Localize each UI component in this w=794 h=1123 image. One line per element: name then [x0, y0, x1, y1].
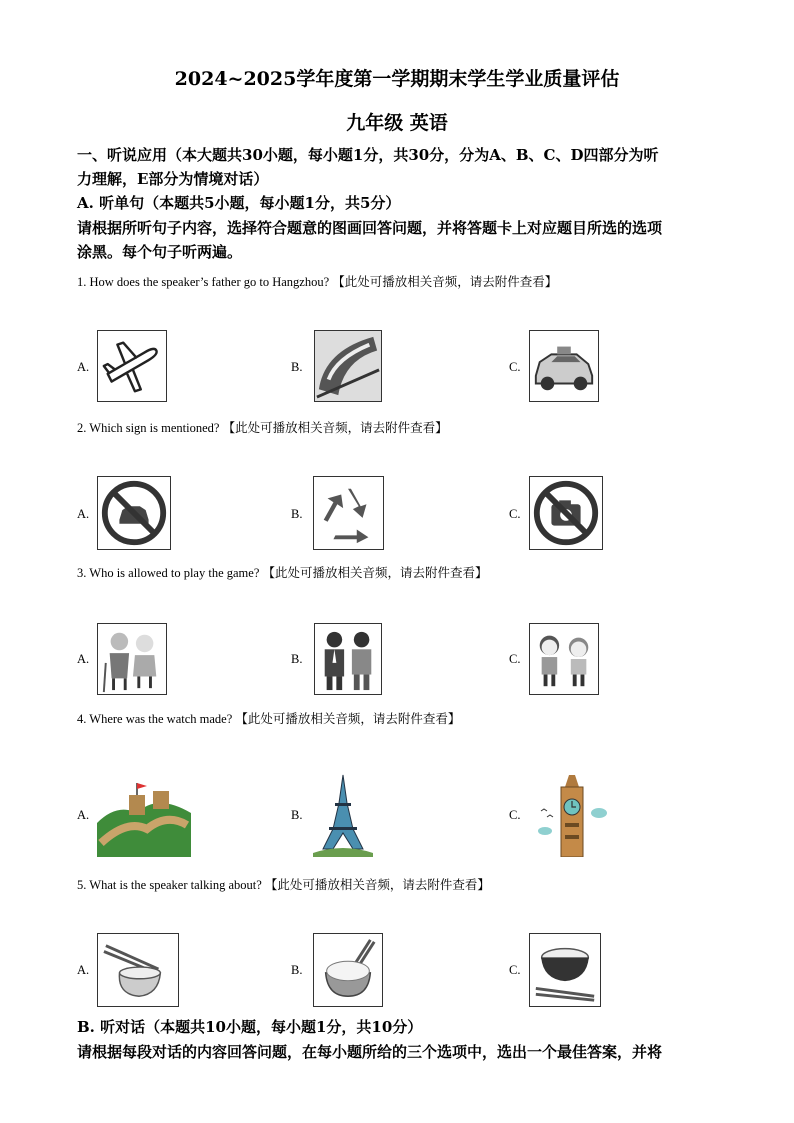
partB-instruction-line1: 请根据每段对话的内容回答问题，在每小题所给的三个选项中，选出一个最佳答案，并将	[77, 1043, 663, 1061]
q1-option-b-label: B.	[291, 360, 303, 374]
rice-bowl-chopsticks-beside-icon[interactable]	[529, 933, 601, 1007]
partA-instruction-line1: 请根据所听句子内容，选择符合题意的图画回答问题，并将答题卡上对应题目所选的选项	[77, 219, 663, 237]
q3-option-c-label: C.	[509, 652, 521, 666]
partA-instruction-line2: 涂黑。每个句子听两遍。	[77, 243, 243, 261]
recycle-sign-icon[interactable]	[313, 476, 384, 550]
q3-option-a-label: A.	[77, 652, 90, 666]
q4-option-b-label: B.	[291, 808, 303, 822]
high-speed-train-icon[interactable]	[314, 330, 382, 402]
big-ben-icon	[535, 773, 609, 857]
q4-option-a-label: A.	[77, 808, 90, 822]
question-3: 3. Who is allowed to play the game? 【此处可播放相关音频，请去附件查看】	[77, 566, 488, 580]
elderly-couple-icon[interactable]	[97, 623, 167, 695]
q1-option-c-label: C.	[509, 360, 521, 374]
q3-option-b-label: B.	[291, 652, 303, 666]
airplane-icon[interactable]	[97, 330, 167, 402]
q2-option-b-label: B.	[291, 507, 303, 521]
q4-option-c-label: C.	[509, 808, 521, 822]
question-4: 4. Where was the watch made? 【此处可播放相关音频，请去附件查看】	[77, 712, 461, 726]
rice-bowl-chopsticks-icon[interactable]	[313, 933, 383, 1007]
exam-subtitle: 九年级 英语	[346, 112, 448, 134]
partB-heading: B. 听对话（本题共10小题，每小题1分，共10分）	[77, 1018, 423, 1036]
section-heading-line2: 力理解，E部分为情境对话）	[77, 170, 269, 188]
q2-option-c-label: C.	[509, 507, 521, 521]
exam-title: 2024~2025学年度第一学期期末学生学业质量评估	[174, 68, 620, 90]
no-photos-sign-icon[interactable]	[529, 476, 603, 550]
empty-bowl-chopsticks-icon[interactable]	[97, 933, 179, 1007]
q5-option-b-label: B.	[291, 963, 303, 977]
section-heading-line1: 一、听说应用（本大题共30小题，每小题1分，共30分，分为A、B、C、D四部分为听	[77, 146, 659, 164]
q2-option-a-label: A.	[77, 507, 90, 521]
q5-option-c-label: C.	[509, 963, 521, 977]
children-icon[interactable]	[529, 623, 599, 695]
partA-heading: A. 听单句（本题共5小题，每小题1分，共5分）	[77, 194, 401, 212]
eiffel-tower-icon	[313, 773, 373, 857]
taxi-icon[interactable]	[529, 330, 599, 402]
question-5: 5. What is the speaker talking about? 【此处可播放相关音频，请去附件查看】	[77, 878, 490, 892]
adult-couple-icon[interactable]	[314, 623, 382, 695]
question-2: 2. Which sign is mentioned? 【此处可播放相关音频，请去附件查看】	[77, 421, 448, 435]
great-wall-icon	[97, 773, 191, 857]
q5-option-a-label: A.	[77, 963, 90, 977]
no-cars-sign-icon[interactable]	[97, 476, 171, 550]
q1-option-a-label: A.	[77, 360, 90, 374]
question-1: 1. How does the speaker’s father go to Hangzhou? 【此处可播放相关音频，请去附件查看】	[77, 275, 558, 289]
